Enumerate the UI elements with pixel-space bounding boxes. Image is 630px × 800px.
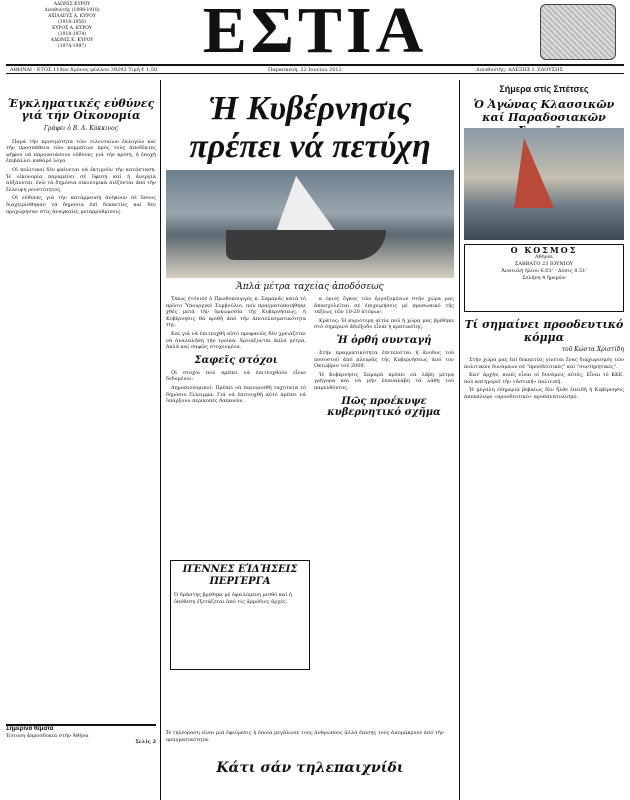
founder-line: Διευθυντής (1898-1918) [44,8,100,13]
kosmos-line: ΣΑΒΒΑΤΟ 23 ΙΟΥΝΙΟΥ [514,261,574,267]
paragraph: Ἡ Κυβέρνησις Σαμαρᾶ πρέπει νά λάβη μέτρα γρήγορα καί νά μήν ἐπαναλάβη τά λάθη τοῦ παρελθόντος. [314,371,454,391]
main-subhead: Ἁπλά μέτρα ταχείας ἀποδόσεως [236,282,384,292]
sail-icon [514,138,554,208]
paragraph: Οἱ πολιτικοί δέν φαίνεται νά ἐκτιμοῦν τήν κατάσταση. Ἡ οἰκονομία παραμένει σέ ὕφεση καί ἡ ἀνεργία αὐξάνεται, ἐνῶ τά δημόσια οἰκονομικά πιέζονται ἀπό τήν ἔλλειψη ρευστότητος. [6,166,156,193]
paragraph: κ ύριος ὄγκος τῶν ἐργαζομένων στήν χώρα μας ἀπασχολεῖται σέ ἐπιχειρήσεις μέ προσωπικό τῆς τάξεως τῶν 10-20 ἀτόμων. [314,296,454,316]
paragraph: Οἱ στόχοι ποῦ πρέπει νά ἐπιτευχθοῦν εἶναι δεδομένοι: [166,369,306,383]
section-heading: Σαφεῖς στόχοι [194,354,278,366]
topics-label: Σημερινά θέματα [6,726,54,732]
right-article-title: Τί σημαίνει προοδευτικό κόμμα [464,318,624,344]
right-article-byline: τοῦ Κώστα Χριστίδη [561,346,624,353]
kosmos-line: Σελήνη 4 ἡμερῶν [522,275,566,281]
founder-line: (1918-1950) [58,20,86,25]
feature-kicker: Σήμερα στίς Σπέτσες [499,84,589,94]
paragraph: Ὅπως ἐτόνισε ὁ Πρωθυπουργός κ. Σαμαρᾶς κατά τό πρῶτο Ὑπουργικό Συμβούλιο, ποῦ πραγματοποιήθηκε χθές μετά τήν ὁρκωμοσία τῆς Κυβερνήσεως, ἡ Κυβέρνησις θά κριθῆ ἀπό τήν ἀποτελεσματικότητα της. [166,296,306,329]
regatta-photo [464,128,624,240]
box-title: ΠΈΝΝΕΣ ΕἸΔΉΣΕΙΣ ΠΕΡΙΈΡΓΑ [182,564,298,587]
sail-icon [276,176,336,232]
founder-line: (1974-1997) [58,44,86,49]
paragraph: Στήν χώρα μας ἐπί δεκαετίες γίνεται ἔνας διαχωρισμός τῶν πολιτικῶν δυνάμεων σέ "προοδευτικές" καί "συντηρητικές". [464,357,624,370]
left-article [6,80,156,720]
paragraph: Κατ' ἀρχήν, ποιές εἶναι οἱ δυνάμεις αὐτές; Εἶναι τό ΚΚΕ, πού κατηγορεῖ τήν «ἀστική» πολιτική. [464,372,624,385]
issue-info: ΑΘΗΝΑΙ - ΕΤΟΣ 119ον Χρόνος φύλλον 39292 Τιμή € 1,50 [10,67,158,73]
founder-line: ΚΥΡΟΣ Α. ΚΥΡΟΥ [52,26,92,31]
emblem-icon [540,4,616,60]
paragraph: Κράτος: Ἡ κυριότερη αἰτία ποῦ ἡ χώρα μας βρέθηκε στό σημερινό ἀδιέξοδο εἶναι ἡ κρατικότης. [314,317,454,331]
left-article-title: Έγκληματικές εὐθύνες γιά τήν Οἰκονομία [7,97,155,122]
column-divider [160,80,161,800]
main-column-1 [166,296,306,407]
todays-topics [6,724,156,796]
paragraph: Παρά τήν κρισιμότητα τῶν τελευταίων ἐκλογῶν καί τήν προσπάθεια τῶν κομμάτων πρός τούς ἀποδέκτες ψήφου νά παρουσιάσουν εὐθύνες γιά τήν κρίση, ἡ ἐποχή ἐπιβάλλει καθαρό λόγο. [6,138,156,165]
left-article-byline: Γράφει ὁ Β. Α. Κόκκινος [43,125,119,132]
main-headline: Ἡ Κυβέρνησις πρέπει νά πετύχη [189,90,431,165]
paragraph: Ἡ μεγάλη εὐημερία βεβαίως δέν ἦλθε ἐπειδή ἡ Κυβέρνησις ἀπεκάλυψε «προοδευτικό» προσανατολισμό. [464,387,624,400]
founder-line: ΑΔΩΝΙΣ Κ. ΚΥΡΟΥ [50,38,94,43]
kosmos-line: Αθηναι [535,254,553,260]
paragraph: Καί γιά νά ἐπιτευχθῆ αὐτό προφανῶς δέν χρειάζεται νά ἀναλαλήσῃ τήν τροϊκα. Χρειάζονται ἁπλά μέτρα, ἁπλά καί σαφῶς στοχευμένα. [166,330,306,351]
editor-info: Διευθυντής: ΑΛΕΞΗΣ Ι. ΖΑΟΥΣΗΣ [476,67,564,73]
issue-date: Παρασκευή, 22 Ιουνίου 2012 [268,67,342,73]
kosmos-title: Ο ΚΟΣΜΟΣ [510,245,578,255]
dateline [6,64,624,74]
main-photo [166,170,454,278]
topic-item: Ἐντονη ἀπροσδοκία στήν Ἀθήνα [6,732,89,739]
newspaper-title: ΕΣΤΙΑ [202,0,428,67]
paragraph: Στήν πραγματικότητα ἐπιτελεῖται ἡ ἄνοδος τοῦ ποσοστοῦ ἀπό πλευρᾶς τῆς Κυβερνήσεως ἀπό τόν Οκτώβριο τοῦ 2009. [314,349,454,370]
kosmos-line: Ἀνατολή ἡλίου 6.03' - Δύσις 8.51' [501,268,587,274]
paragraph: Δημοσιονομικοί: Πρέπει νά περιορισθῆ ταχύτατα τό δημόσιο ἔλλειμμα. Γιά νά ἐπιτευχθῆ αὐτό πρέπει νά ὑπάρξουν περικοπές δαπανῶν. [166,384,306,405]
main-column-2 [314,296,454,422]
column-divider [459,80,460,800]
founder-line: (1918-1974) [58,32,86,37]
boat-icon [226,230,386,260]
kosmos-box [464,244,624,312]
founder-line: ΑΔΩΝΙΣ ΚΥΡΟΥ [53,2,91,7]
section-heading: Πῶς προέκυψε κυβερνητικό σχῆμα [327,395,441,418]
bottom-headline: Κάτι σάν τηλεπαιχνίδι [216,760,404,776]
section-heading: Ἡ ὀρθή συνταγή [336,334,432,346]
bottom-text: Ἡ τηλεόραση εἶναι μιά ἐφεύρεσις ἡ ὁποία μεγάλωσε τούς ἀνθρώπους ἀλλά ἐπίσης τούς ἀπομάκρυνε ἀπό τήν πραγματικότητα. [166,730,444,743]
box-text: Ὁ δράστης βρέθηκε μέ ὀφειλόμενη μισθό καί ἡ ὑπόθεση ἐξετάζεται ἀπό τίς ἁρμόδιες ἀρχές. [174,592,292,605]
founder-line: ΑΧΙΛΛΕΥΣ Α. ΚΥΡΟΥ [48,14,96,19]
founders-list [12,2,132,50]
topic-page: Σελίς 2 [135,739,156,746]
feature-title: Ὁ Ἀγώνας Κλασσικῶν καί Παραδοσιακῶν [473,98,615,124]
paragraph: Οἱ εὐθύνες γιά τήν κατάρρευση ἀνήκουν σέ ὅσους διαχειρίσθηκαν τά δημόσια ἐπί δεκαετίες καί δέν προχώρησαν στίς ἀναγκαῖες μεταρρυθμίσεις. [6,195,156,215]
right-article [464,318,624,403]
news-box [170,560,310,670]
